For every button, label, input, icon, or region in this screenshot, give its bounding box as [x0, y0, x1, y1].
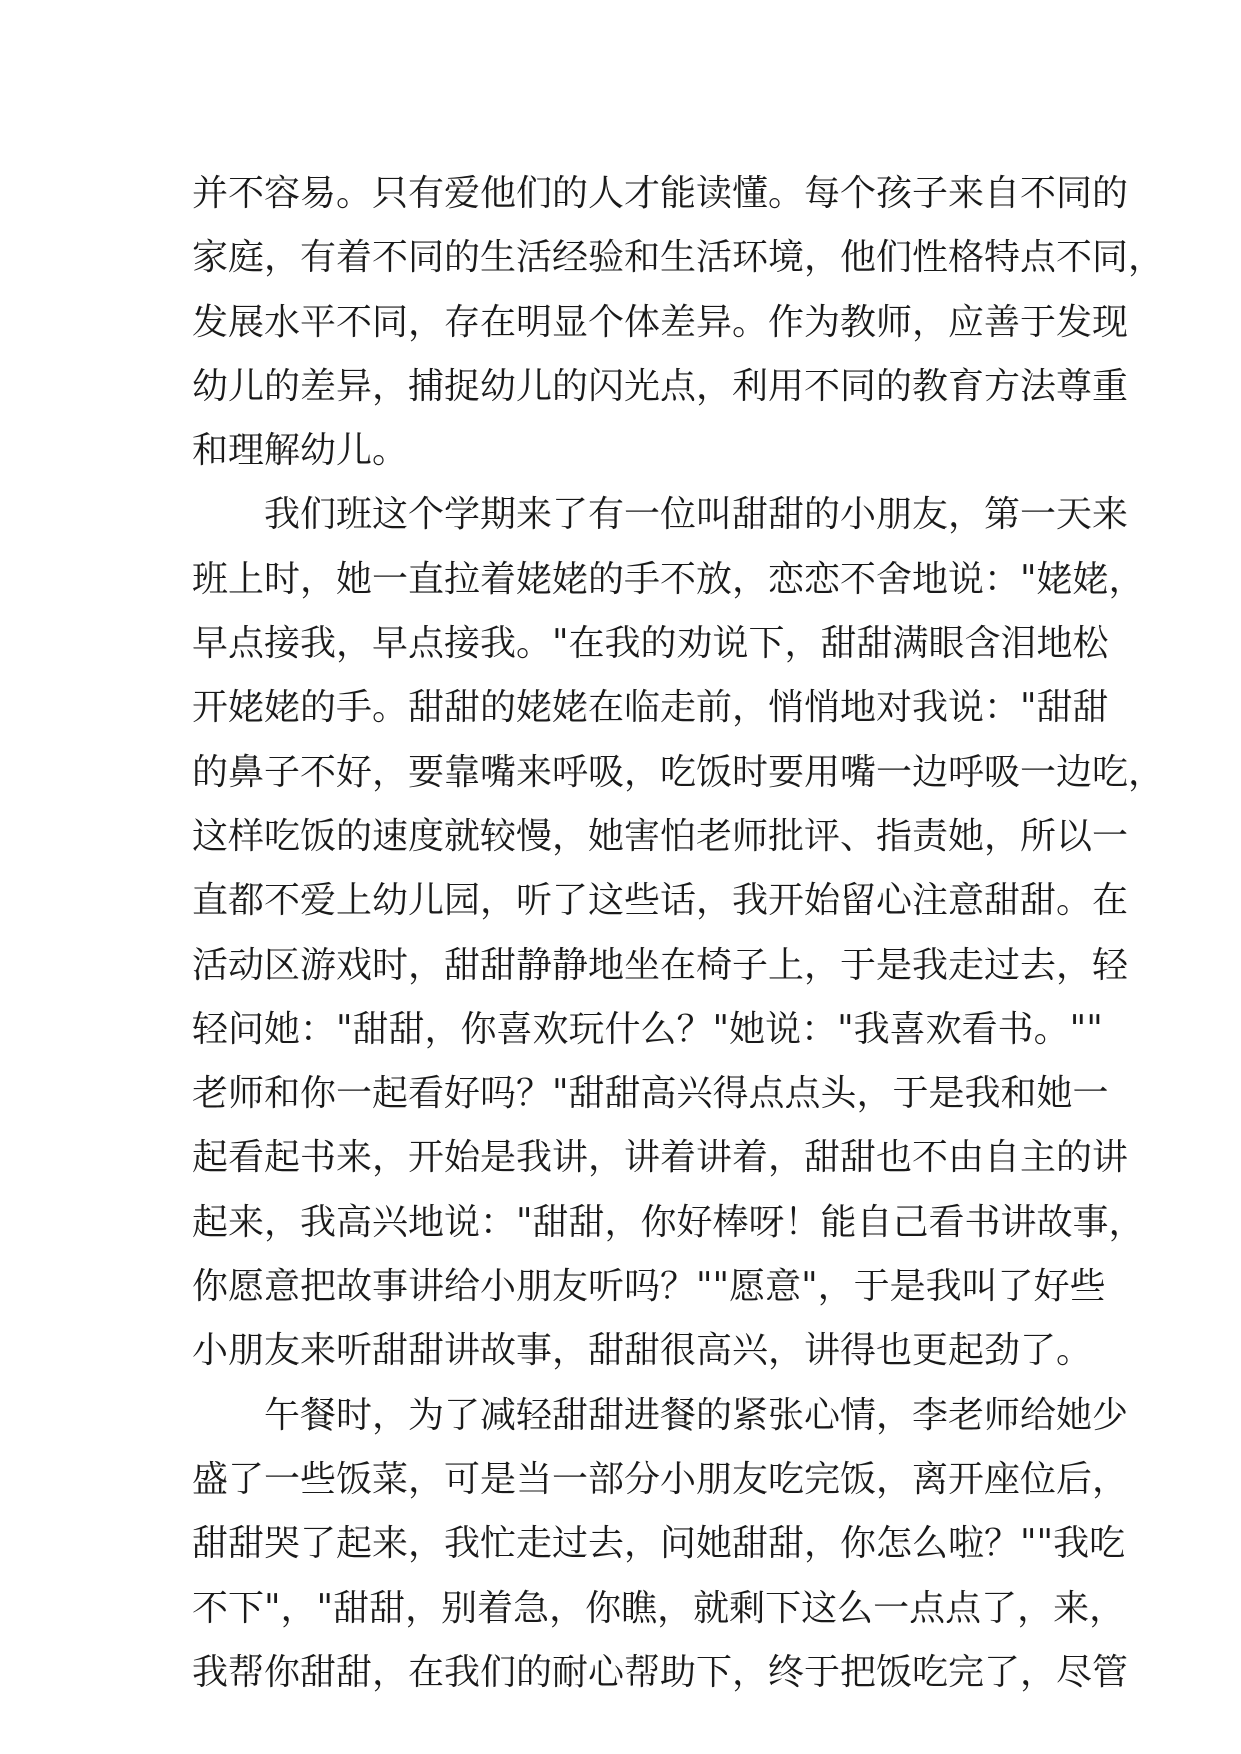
text-line: 早点接我，早点接我。"在我的劝说下，甜甜满眼含泪地松	[192, 623, 1109, 665]
text-line: 轻问她："甜甜，你喜欢玩什么？"她说："我喜欢看书。""	[192, 1008, 1103, 1050]
body-text	[192, 162, 1165, 1705]
text-line: 并不容易。只有爱他们的人才能读懂。每个孩子来自不同的	[192, 173, 1129, 214]
text-line: 开姥姥的手。甜甜的姥姥在临走前，悄悄地对我说："甜甜	[192, 687, 1109, 729]
text-line: 的鼻子不好，要靠嘴来呼吸，吃饭时要用嘴一边呼吸一边吃，	[192, 751, 1165, 793]
text-line: 和理解幼儿。	[192, 430, 409, 472]
text-line: 我帮你甜甜，在我们的耐心帮助下，终于把饭吃完了，尽管	[192, 1651, 1129, 1693]
text-line: 你愿意把故事讲给小朋友听吗？""愿意"，于是我叫了好些	[192, 1266, 1106, 1308]
text-line: 班上时，她一直拉着姥姥的手不放，恋恋不舍地说："姥姥，	[192, 558, 1145, 600]
text-line: 起看起书来，开始是我讲，讲着讲着，甜甜也不由自主的讲	[192, 1137, 1129, 1179]
text-line: 活动区游戏时，甜甜静静地坐在椅子上，于是我走过去，轻	[192, 944, 1129, 986]
text-line: 起来，我高兴地说："甜甜，你好棒呀！能自己看书讲故事，	[192, 1201, 1145, 1243]
text-line: 老师和你一起看好吗？"甜甜高兴得点点头，于是我和她一	[192, 1073, 1109, 1115]
text-line: 我们班这个学期来了有一位叫甜甜的小朋友，第一天来	[264, 494, 1129, 536]
text-line: 家庭，有着不同的生活经验和生活环境，他们性格特点不同，	[192, 237, 1165, 279]
text-line: 这样吃饭的速度就较慢，她害怕老师批评、指责她，所以一	[192, 815, 1129, 857]
text-line: 不下"，"甜甜，别着急，你瞧，就剩下这么一点点了，来，	[192, 1587, 1126, 1629]
text-line: 午餐时，为了减轻甜甜进餐的紧张心情，李老师给她少	[264, 1394, 1129, 1436]
text-line: 发展水平不同，存在明显个体差异。作为教师，应善于发现	[192, 301, 1129, 343]
text-line: 小朋友来听甜甜讲故事，甜甜很高兴，讲得也更起劲了。	[192, 1330, 1093, 1372]
text-line: 直都不爱上幼儿园，听了这些话，我开始留心注意甜甜。在	[192, 880, 1129, 922]
text-line: 幼儿的差异，捕捉幼儿的闪光点，利用不同的教育方法尊重	[192, 365, 1129, 407]
text-line: 盛了一些饭菜，可是当一部分小朋友吃完饭，离开座位后，	[192, 1458, 1129, 1500]
text-line: 甜甜哭了起来，我忙走过去，问她甜甜，你怎么啦？""我吃	[192, 1523, 1126, 1565]
